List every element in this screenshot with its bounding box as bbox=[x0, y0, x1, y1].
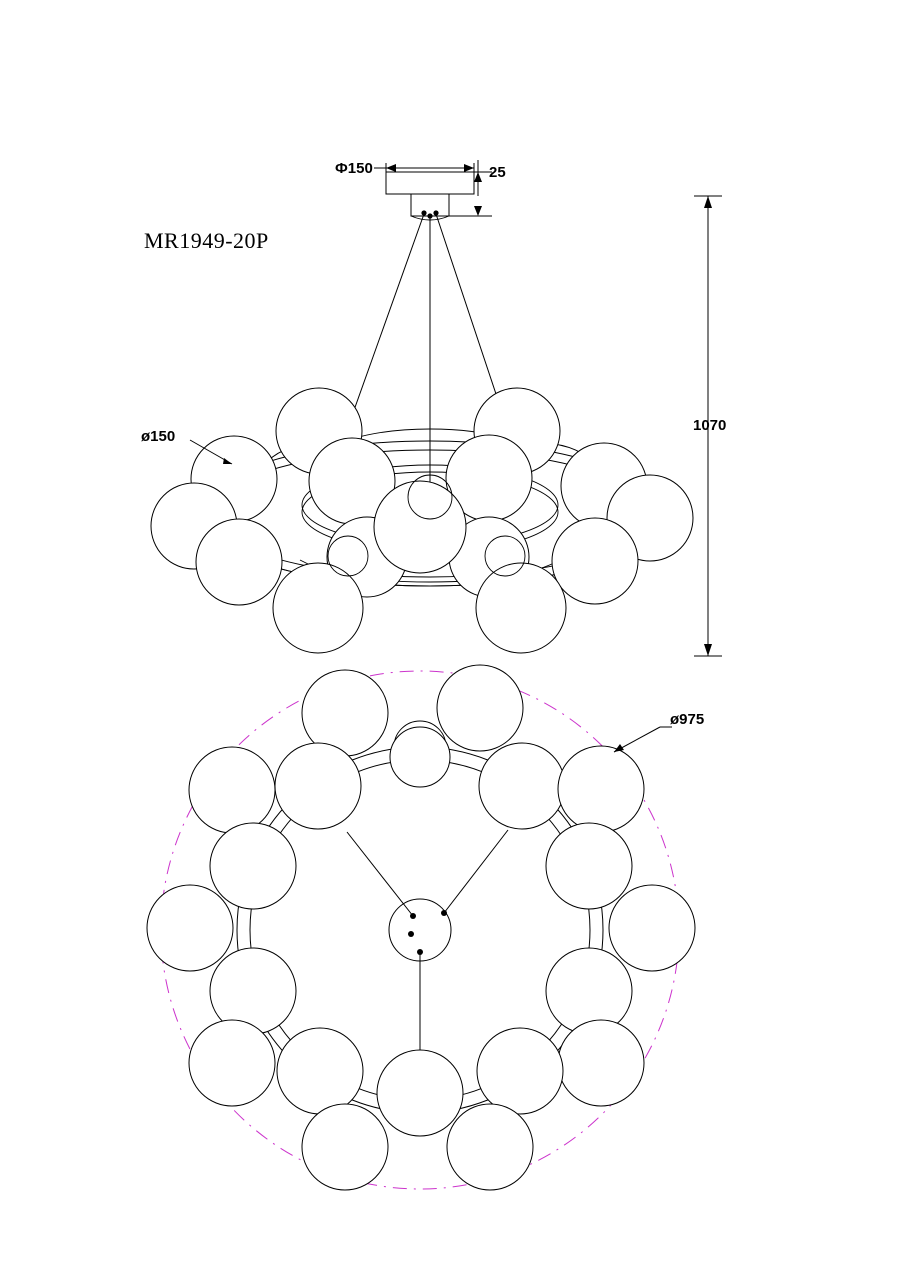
globe bbox=[189, 1020, 275, 1106]
top-plan-view bbox=[147, 665, 704, 1190]
globe bbox=[390, 727, 450, 787]
model-label: MR1949-20P bbox=[144, 228, 269, 253]
globe bbox=[447, 1104, 533, 1190]
globe-cluster-elevation bbox=[151, 388, 693, 653]
total-height-dimension bbox=[693, 196, 726, 656]
globe bbox=[377, 1050, 463, 1136]
globe bbox=[302, 1104, 388, 1190]
globe bbox=[189, 747, 275, 833]
plan-canopy bbox=[389, 899, 451, 961]
globe bbox=[147, 885, 233, 971]
plan-globe-cluster bbox=[147, 665, 695, 1190]
globe bbox=[479, 743, 565, 829]
canopy bbox=[386, 172, 474, 220]
globe bbox=[273, 563, 363, 653]
canopy-diameter-dimension bbox=[335, 160, 474, 177]
globe-diameter-label: ø150 bbox=[141, 428, 176, 445]
globe bbox=[437, 665, 523, 751]
globe bbox=[546, 948, 632, 1034]
spread-diameter-label: ø975 bbox=[670, 711, 705, 728]
globe bbox=[476, 563, 566, 653]
globe bbox=[275, 743, 361, 829]
plan-suspension-rods bbox=[347, 830, 508, 1085]
globe bbox=[558, 1020, 644, 1106]
globe bbox=[196, 519, 282, 605]
canopy-height-label: 25 bbox=[489, 164, 506, 181]
globe bbox=[210, 823, 296, 909]
globe bbox=[558, 746, 644, 832]
globe bbox=[477, 1028, 563, 1114]
globe bbox=[609, 885, 695, 971]
spread-diameter-dimension bbox=[614, 711, 704, 752]
canopy-diameter-label: Ф150 bbox=[335, 160, 373, 177]
globe bbox=[552, 518, 638, 604]
globe bbox=[546, 823, 632, 909]
globe bbox=[277, 1028, 363, 1114]
total-height-label: 1070 bbox=[693, 417, 727, 434]
